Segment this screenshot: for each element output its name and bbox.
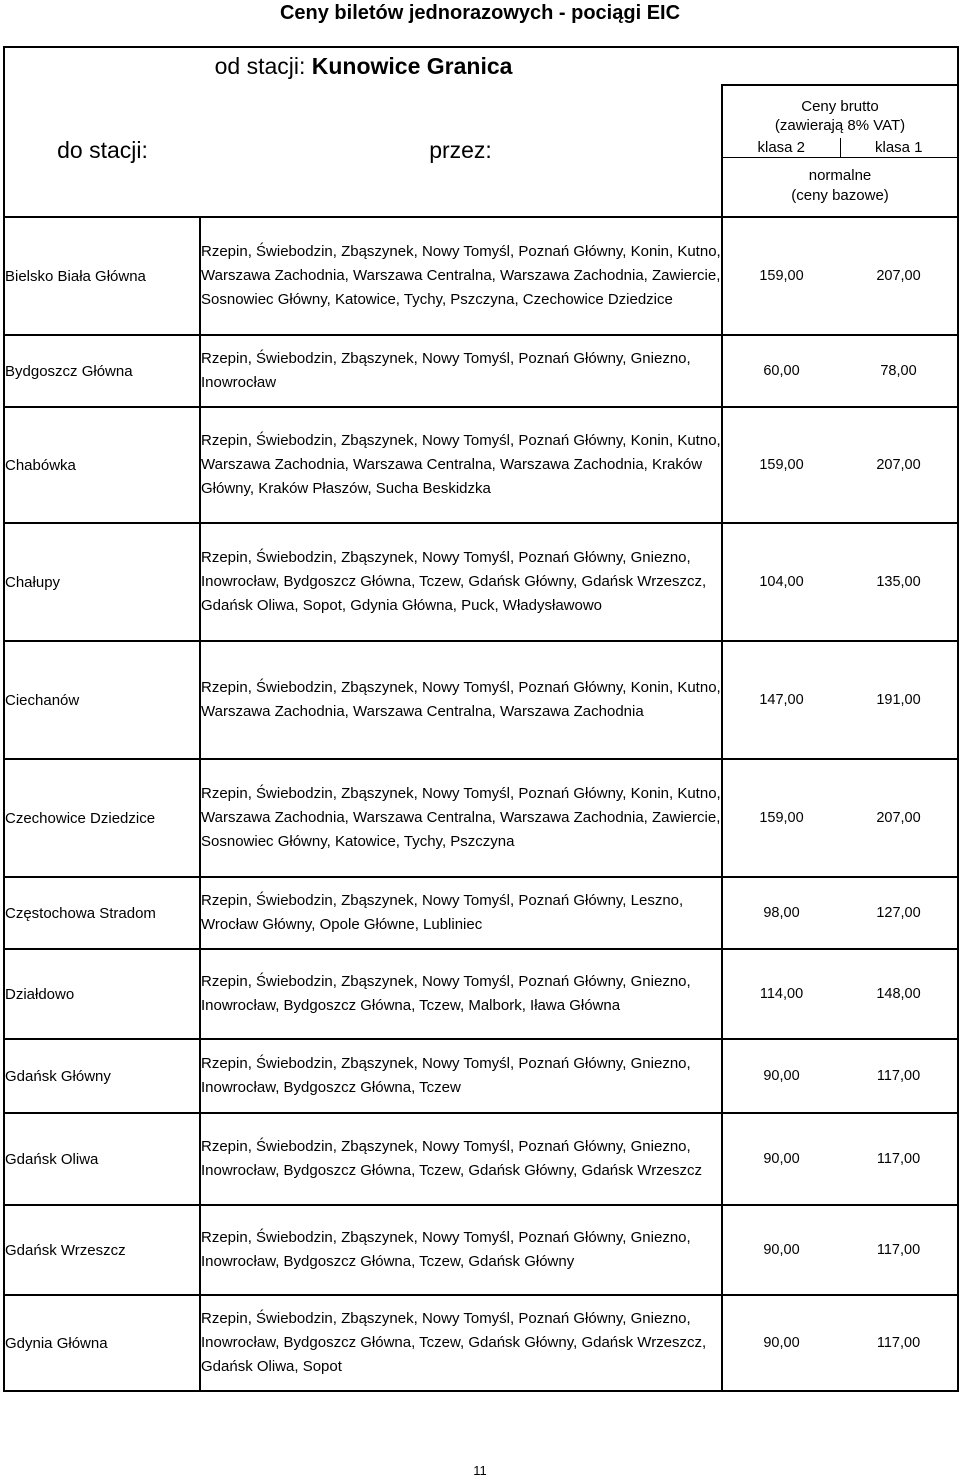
class1-price: 191,00 [876,692,921,708]
destination-station: Bydgoszcz Główna [4,335,200,407]
normal-fare-label: normalne [808,167,872,185]
price-cell [722,335,958,407]
class1-price: 207,00 [876,268,921,284]
class1-price: 117,00 [876,1068,921,1084]
table-row [4,877,958,949]
route-via: Rzepin, Świebodzin, Zbąszynek, Nowy Tomyśl, Poznań Główny, Gniezno, Inowrocław, Bydgoszcz Główna, Tczew, Malbork, Iława Główna [200,949,722,1039]
price-cell [722,1039,958,1113]
price-cell [722,877,958,949]
destination-station: Gdańsk Oliwa [4,1113,200,1205]
class2-price: 159,00 [759,810,804,826]
class2-price: 90,00 [763,1068,800,1084]
destination-station: Gdynia Główna [4,1295,200,1391]
destination-station: Częstochowa Stradom [4,877,200,949]
class-headers [723,138,957,159]
price-cell [722,217,958,335]
base-price-label: (ceny bazowe) [791,186,889,204]
class2-price: 90,00 [763,1151,800,1167]
class2-price: 90,00 [763,1335,800,1351]
price-cell [722,1113,958,1205]
class1-price: 207,00 [876,810,921,826]
table-row [4,1039,958,1113]
to-station-header: do stacji: [4,85,200,217]
class2-price: 147,00 [759,692,804,708]
page-title: Ceny biletów jednorazowych - pociągi EIC [279,2,681,24]
class1-header: klasa 1 [840,138,958,159]
route-via: Rzepin, Świebodzin, Zbąszynek, Nowy Tomyśl, Poznań Główny, Konin, Kutno, Warszawa Zachodnia, Warszawa Centralna, Warszawa Zachodnia, Zawiercie, Sosnowiec Główny, Katowice, Tychy, Pszczyna [200,759,722,877]
table-row [4,641,958,759]
destination-station: Działdowo [4,949,200,1039]
class1-price: 148,00 [876,986,921,1002]
destination-station: Gdańsk Główny [4,1039,200,1113]
class1-price: 117,00 [876,1151,921,1167]
price-cell [722,1295,958,1391]
destination-station: Chabówka [4,407,200,523]
price-cell [722,759,958,877]
table-row [4,407,958,523]
class1-price: 135,00 [876,574,921,590]
class2-price: 98,00 [763,905,800,921]
table-row [4,523,958,641]
price-cell [722,1205,958,1295]
route-via: Rzepin, Świebodzin, Zbąszynek, Nowy Tomyśl, Poznań Główny, Gniezno, Inowrocław, Bydgoszcz Główna, Tczew, Gdańsk Główny [200,1205,722,1295]
class1-price: 117,00 [876,1335,921,1351]
class1-price: 117,00 [876,1242,921,1258]
via-header: przez: [200,85,722,217]
page-number: 11 [473,1463,487,1478]
destination-station: Gdańsk Wrzeszcz [4,1205,200,1295]
gross-price-label: Ceny brutto [801,97,879,115]
price-cell [722,523,958,641]
from-station-name: Kunowice Granica [311,53,513,79]
destination-station: Ciechanów [4,641,200,759]
route-via: Rzepin, Świebodzin, Zbąszynek, Nowy Tomyśl, Poznań Główny, Gniezno, Inowrocław, Bydgoszcz Główna, Tczew, Gdańsk Główny, Gdańsk Wrzeszcz [200,1113,722,1205]
class2-price: 114,00 [759,986,804,1002]
price-cell [722,641,958,759]
class1-price: 207,00 [876,457,921,473]
table-row [4,217,958,335]
price-cell [722,407,958,523]
route-via: Rzepin, Świebodzin, Zbąszynek, Nowy Tomyśl, Poznań Główny, Konin, Kutno, Warszawa Zachodnia, Warszawa Centralna, Warszawa Zachodnia, Zawiercie, Sosnowiec Główny, Katowice, Tychy, Pszczyna, Czechowice Dziedzice [200,217,722,335]
class2-price: 104,00 [759,574,804,590]
class2-price: 90,00 [763,1242,800,1258]
column-header-row [4,85,958,217]
class2-header: klasa 2 [723,138,840,159]
route-via: Rzepin, Świebodzin, Zbąszynek, Nowy Tomyśl, Poznań Główny, Gniezno, Inowrocław [200,335,722,407]
class1-price: 127,00 [876,905,921,921]
route-via: Rzepin, Świebodzin, Zbąszynek, Nowy Tomyśl, Poznań Główny, Leszno, Wrocław Główny, Opole Główne, Lubliniec [200,877,722,949]
table-row [4,759,958,877]
route-via: Rzepin, Świebodzin, Zbąszynek, Nowy Tomyśl, Poznań Główny, Gniezno, Inowrocław, Bydgoszcz Główna, Tczew, Gdańsk Główny, Gdańsk Wrzeszcz, Gdańsk Oliwa, Sopot [200,1295,722,1391]
route-via: Rzepin, Świebodzin, Zbąszynek, Nowy Tomyśl, Poznań Główny, Gniezno, Inowrocław, Bydgoszcz Główna, Tczew [200,1039,722,1113]
route-via: Rzepin, Świebodzin, Zbąszynek, Nowy Tomyśl, Poznań Główny, Konin, Kutno, Warszawa Zachodnia, Warszawa Centralna, Warszawa Zachodnia [200,641,722,759]
price-cell [722,949,958,1039]
class1-price: 78,00 [880,363,917,379]
from-station-row [4,47,958,85]
table-row [4,1205,958,1295]
table-row [4,949,958,1039]
destination-station: Bielsko Biała Główna [4,217,200,335]
route-via: Rzepin, Świebodzin, Zbąszynek, Nowy Tomyśl, Poznań Główny, Gniezno, Inowrocław, Bydgoszcz Główna, Tczew, Gdańsk Główny, Gdańsk Wrzeszcz, Gdańsk Oliwa, Sopot, Gdynia Główna, Puck, Władysławowo [200,523,722,641]
table-row [4,1113,958,1205]
destination-station: Czechowice Dziedzice [4,759,200,877]
table-row [4,1295,958,1391]
vat-note: (zawierają 8% VAT) [774,117,906,135]
price-header [722,85,958,217]
table-row [4,335,958,407]
price-table [3,46,959,1392]
class2-price: 60,00 [763,363,800,379]
from-station-heading [4,47,722,85]
class2-price: 159,00 [759,268,804,284]
class2-price: 159,00 [759,457,804,473]
route-via: Rzepin, Świebodzin, Zbąszynek, Nowy Tomyśl, Poznań Główny, Konin, Kutno, Warszawa Zachodnia, Warszawa Centralna, Warszawa Zachodnia, Kraków Główny, Kraków Płaszów, Sucha Beskidzka [200,407,722,523]
destination-station: Chałupy [4,523,200,641]
from-label: od stacji: [214,53,312,79]
